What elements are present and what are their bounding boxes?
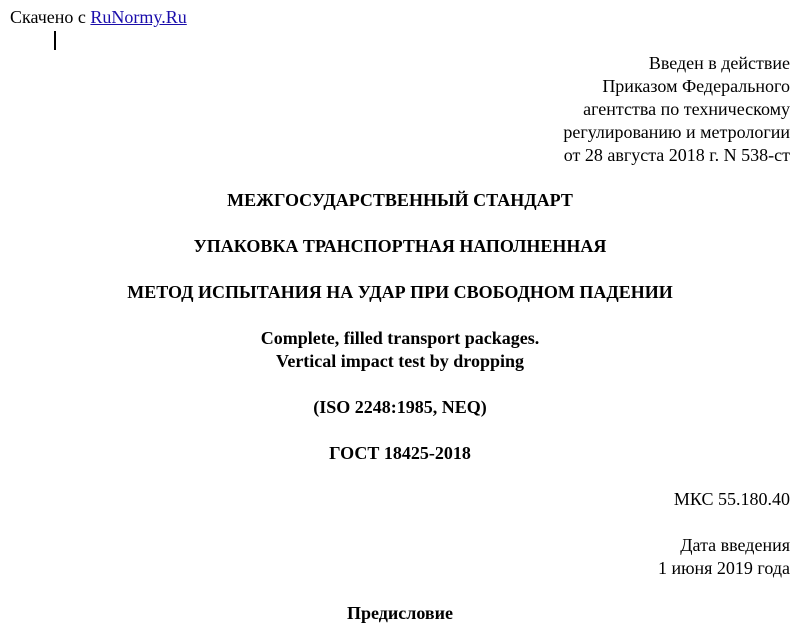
text-cursor	[54, 31, 56, 50]
english-title-line-1: Complete, filled transport packages.	[260, 328, 540, 348]
iso-reference: (ISO 2248:1985, NEQ)	[313, 397, 487, 417]
approval-line-4: регулированию и метрологии	[563, 122, 790, 142]
source-link[interactable]: RuNormy.Ru	[90, 7, 187, 27]
intro-date-label: Дата введения	[680, 535, 790, 555]
document-title: УПАКОВКА ТРАНСПОРТНАЯ НАПОЛНЕННАЯ	[193, 236, 607, 256]
source-line	[10, 6, 187, 28]
approval-line-5: от 28 августа 2018 г. N 538-ст	[563, 145, 790, 165]
mks-code: МКС 55.180.40	[673, 489, 790, 509]
preface-heading: Предисловие	[347, 603, 453, 623]
english-title-line-2: Vertical impact test by dropping	[275, 351, 524, 371]
document-category: МЕЖГОСУДАРСТВЕННЫЙ СТАНДАРТ	[227, 190, 573, 210]
approval-line-2: Приказом Федерального	[602, 76, 790, 96]
approval-line-1: Введен в действие	[648, 53, 790, 73]
document-subtitle: МЕТОД ИСПЫТАНИЯ НА УДАР ПРИ СВОБОДНОМ ПАДЕНИИ	[127, 282, 673, 302]
standard-number: ГОСТ 18425-2018	[329, 443, 471, 463]
intro-date: 1 июня 2019 года	[657, 558, 790, 578]
approval-block	[563, 52, 790, 167]
approval-line-3: агентства по техническому	[583, 99, 790, 119]
source-prefix: Скачено с	[10, 7, 91, 27]
